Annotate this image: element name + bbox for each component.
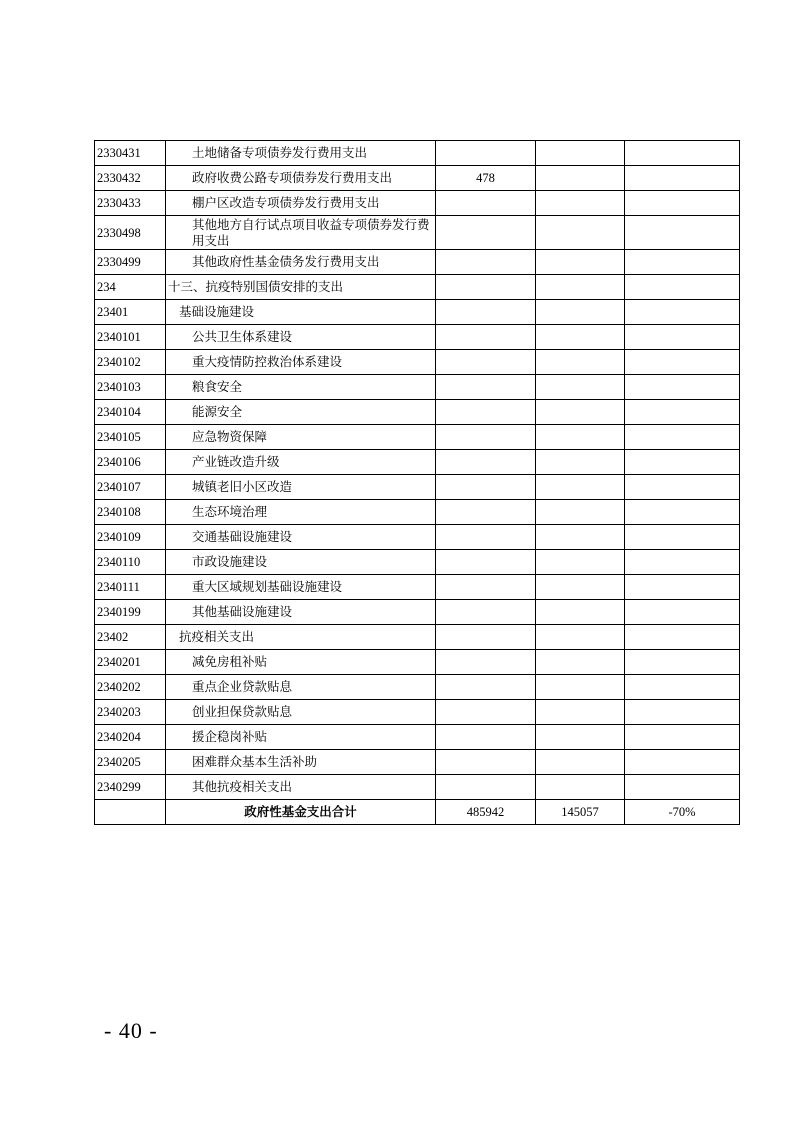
subject-name-cell: 政府收费公路专项债券发行费用支出 bbox=[166, 166, 436, 191]
amount-cell-1 bbox=[436, 216, 536, 250]
change-cell bbox=[625, 575, 740, 600]
subject-code-cell: 2340110 bbox=[95, 550, 166, 575]
table-row bbox=[95, 216, 740, 250]
subject-name-cell: 其他地方自行试点项目收益专项债券发行费用支出 bbox=[166, 216, 436, 250]
amount-cell-2 bbox=[536, 275, 625, 300]
subject-name-cell: 生态环境治理 bbox=[166, 500, 436, 525]
amount-cell-2 bbox=[536, 300, 625, 325]
amount-cell-2 bbox=[536, 550, 625, 575]
subject-code-cell: 2330498 bbox=[95, 216, 166, 250]
table-row bbox=[95, 625, 740, 650]
change-cell bbox=[625, 475, 740, 500]
total-amount-cell-2: 145057 bbox=[536, 800, 625, 825]
amount-cell-2 bbox=[536, 375, 625, 400]
amount-cell-1 bbox=[436, 375, 536, 400]
table-row bbox=[95, 166, 740, 191]
change-cell bbox=[625, 350, 740, 375]
total-amount-cell-1: 485942 bbox=[436, 800, 536, 825]
amount-cell-1 bbox=[436, 350, 536, 375]
table-row bbox=[95, 300, 740, 325]
table-row bbox=[95, 575, 740, 600]
amount-cell-2 bbox=[536, 475, 625, 500]
table-row bbox=[95, 425, 740, 450]
table-row bbox=[95, 725, 740, 750]
subject-name-cell: 创业担保贷款贴息 bbox=[166, 700, 436, 725]
amount-cell-2 bbox=[536, 450, 625, 475]
amount-cell-2 bbox=[536, 141, 625, 166]
amount-cell-1 bbox=[436, 325, 536, 350]
amount-cell-2 bbox=[536, 675, 625, 700]
subject-code-cell: 2340202 bbox=[95, 675, 166, 700]
total-row bbox=[95, 800, 740, 825]
fund-expenditure-table bbox=[94, 140, 740, 825]
subject-name-cell: 减免房租补贴 bbox=[166, 650, 436, 675]
subject-code-cell: 23402 bbox=[95, 625, 166, 650]
amount-cell-1 bbox=[436, 600, 536, 625]
subject-name-cell: 重大疫情防控救治体系建设 bbox=[166, 350, 436, 375]
amount-cell-1 bbox=[436, 675, 536, 700]
subject-code-cell: 2340205 bbox=[95, 750, 166, 775]
amount-cell-1 bbox=[436, 750, 536, 775]
change-cell bbox=[625, 400, 740, 425]
change-cell bbox=[625, 300, 740, 325]
table-row bbox=[95, 191, 740, 216]
total-change-cell: -70% bbox=[625, 800, 740, 825]
subject-code-cell: 23401 bbox=[95, 300, 166, 325]
subject-code-cell: 234 bbox=[95, 275, 166, 300]
subject-name-cell: 抗疫相关支出 bbox=[166, 625, 436, 650]
table-row bbox=[95, 350, 740, 375]
amount-cell-1 bbox=[436, 500, 536, 525]
subject-name-cell: 十三、抗疫特别国债安排的支出 bbox=[166, 275, 436, 300]
subject-code-cell: 2340204 bbox=[95, 725, 166, 750]
subject-code-cell: 2340101 bbox=[95, 325, 166, 350]
table-row bbox=[95, 375, 740, 400]
table-row bbox=[95, 700, 740, 725]
amount-cell-2 bbox=[536, 166, 625, 191]
amount-cell-1 bbox=[436, 425, 536, 450]
amount-cell-1 bbox=[436, 775, 536, 800]
change-cell bbox=[625, 775, 740, 800]
change-cell bbox=[625, 700, 740, 725]
table-row bbox=[95, 275, 740, 300]
amount-cell-2 bbox=[536, 191, 625, 216]
page-number: - 40 - bbox=[104, 1018, 158, 1043]
change-cell bbox=[625, 550, 740, 575]
amount-cell-1 bbox=[436, 275, 536, 300]
change-cell bbox=[625, 650, 740, 675]
subject-code-cell: 2340106 bbox=[95, 450, 166, 475]
change-cell bbox=[625, 450, 740, 475]
change-cell bbox=[625, 750, 740, 775]
subject-code-cell: 2330499 bbox=[95, 250, 166, 275]
table-body bbox=[95, 141, 740, 825]
amount-cell-1 bbox=[436, 575, 536, 600]
amount-cell-1 bbox=[436, 450, 536, 475]
subject-name-cell: 其他政府性基金债务发行费用支出 bbox=[166, 250, 436, 275]
change-cell bbox=[625, 141, 740, 166]
amount-cell-1 bbox=[436, 141, 536, 166]
change-cell bbox=[625, 425, 740, 450]
table-row bbox=[95, 325, 740, 350]
amount-cell-2 bbox=[536, 575, 625, 600]
subject-name-cell: 市政设施建设 bbox=[166, 550, 436, 575]
subject-code-cell: 2340201 bbox=[95, 650, 166, 675]
table-row bbox=[95, 550, 740, 575]
subject-name-cell: 基础设施建设 bbox=[166, 300, 436, 325]
table-row bbox=[95, 750, 740, 775]
amount-cell-1 bbox=[436, 725, 536, 750]
amount-cell-2 bbox=[536, 500, 625, 525]
amount-cell-2 bbox=[536, 250, 625, 275]
subject-name-cell: 其他基础设施建设 bbox=[166, 600, 436, 625]
subject-name-cell: 公共卫生体系建设 bbox=[166, 325, 436, 350]
table-row bbox=[95, 600, 740, 625]
amount-cell-2 bbox=[536, 725, 625, 750]
subject-code-cell: 2330432 bbox=[95, 166, 166, 191]
change-cell bbox=[625, 166, 740, 191]
amount-cell-1 bbox=[436, 400, 536, 425]
subject-name-cell: 交通基础设施建设 bbox=[166, 525, 436, 550]
table-row bbox=[95, 775, 740, 800]
amount-cell-1 bbox=[436, 250, 536, 275]
change-cell bbox=[625, 525, 740, 550]
subject-code-cell: 2340105 bbox=[95, 425, 166, 450]
subject-code-cell: 2340102 bbox=[95, 350, 166, 375]
subject-code-cell: 2340109 bbox=[95, 525, 166, 550]
amount-cell-1 bbox=[436, 525, 536, 550]
amount-cell-2 bbox=[536, 750, 625, 775]
total-code-cell bbox=[95, 800, 166, 825]
amount-cell-2 bbox=[536, 325, 625, 350]
subject-code-cell: 2330431 bbox=[95, 141, 166, 166]
change-cell bbox=[625, 500, 740, 525]
subject-code-cell: 2340299 bbox=[95, 775, 166, 800]
subject-name-cell: 能源安全 bbox=[166, 400, 436, 425]
change-cell bbox=[625, 375, 740, 400]
change-cell bbox=[625, 600, 740, 625]
change-cell bbox=[625, 625, 740, 650]
subject-code-cell: 2340199 bbox=[95, 600, 166, 625]
table-row bbox=[95, 675, 740, 700]
subject-code-cell: 2340108 bbox=[95, 500, 166, 525]
amount-cell-2 bbox=[536, 525, 625, 550]
subject-code-cell: 2340111 bbox=[95, 575, 166, 600]
subject-name-cell: 棚户区改造专项债券发行费用支出 bbox=[166, 191, 436, 216]
subject-code-cell: 2340203 bbox=[95, 700, 166, 725]
table-row bbox=[95, 525, 740, 550]
amount-cell-2 bbox=[536, 425, 625, 450]
amount-cell-2 bbox=[536, 700, 625, 725]
amount-cell-2 bbox=[536, 216, 625, 250]
amount-cell-2 bbox=[536, 650, 625, 675]
subject-code-cell: 2340104 bbox=[95, 400, 166, 425]
amount-cell-1 bbox=[436, 550, 536, 575]
table-row bbox=[95, 400, 740, 425]
subject-name-cell: 重大区域规划基础设施建设 bbox=[166, 575, 436, 600]
amount-cell-1 bbox=[436, 700, 536, 725]
table-row bbox=[95, 475, 740, 500]
subject-code-cell: 2340107 bbox=[95, 475, 166, 500]
table-row bbox=[95, 650, 740, 675]
subject-code-cell: 2330433 bbox=[95, 191, 166, 216]
table-row bbox=[95, 500, 740, 525]
table-row bbox=[95, 141, 740, 166]
amount-cell-1 bbox=[436, 475, 536, 500]
amount-cell-1: 478 bbox=[436, 166, 536, 191]
change-cell bbox=[625, 250, 740, 275]
change-cell bbox=[625, 191, 740, 216]
change-cell bbox=[625, 216, 740, 250]
subject-name-cell: 土地储备专项债券发行费用支出 bbox=[166, 141, 436, 166]
change-cell bbox=[625, 675, 740, 700]
amount-cell-1 bbox=[436, 191, 536, 216]
change-cell bbox=[625, 725, 740, 750]
subject-code-cell: 2340103 bbox=[95, 375, 166, 400]
amount-cell-2 bbox=[536, 625, 625, 650]
subject-name-cell: 重点企业贷款贴息 bbox=[166, 675, 436, 700]
amount-cell-1 bbox=[436, 625, 536, 650]
table-row bbox=[95, 250, 740, 275]
subject-name-cell: 其他抗疫相关支出 bbox=[166, 775, 436, 800]
amount-cell-2 bbox=[536, 600, 625, 625]
amount-cell-1 bbox=[436, 650, 536, 675]
subject-name-cell: 城镇老旧小区改造 bbox=[166, 475, 436, 500]
subject-name-cell: 困难群众基本生活补助 bbox=[166, 750, 436, 775]
total-label-cell: 政府性基金支出合计 bbox=[166, 800, 436, 825]
amount-cell-2 bbox=[536, 775, 625, 800]
subject-name-cell: 援企稳岗补贴 bbox=[166, 725, 436, 750]
change-cell bbox=[625, 325, 740, 350]
amount-cell-2 bbox=[536, 400, 625, 425]
amount-cell-1 bbox=[436, 300, 536, 325]
subject-name-cell: 应急物资保障 bbox=[166, 425, 436, 450]
subject-name-cell: 产业链改造升级 bbox=[166, 450, 436, 475]
amount-cell-2 bbox=[536, 350, 625, 375]
subject-name-cell: 粮食安全 bbox=[166, 375, 436, 400]
table-row bbox=[95, 450, 740, 475]
change-cell bbox=[625, 275, 740, 300]
